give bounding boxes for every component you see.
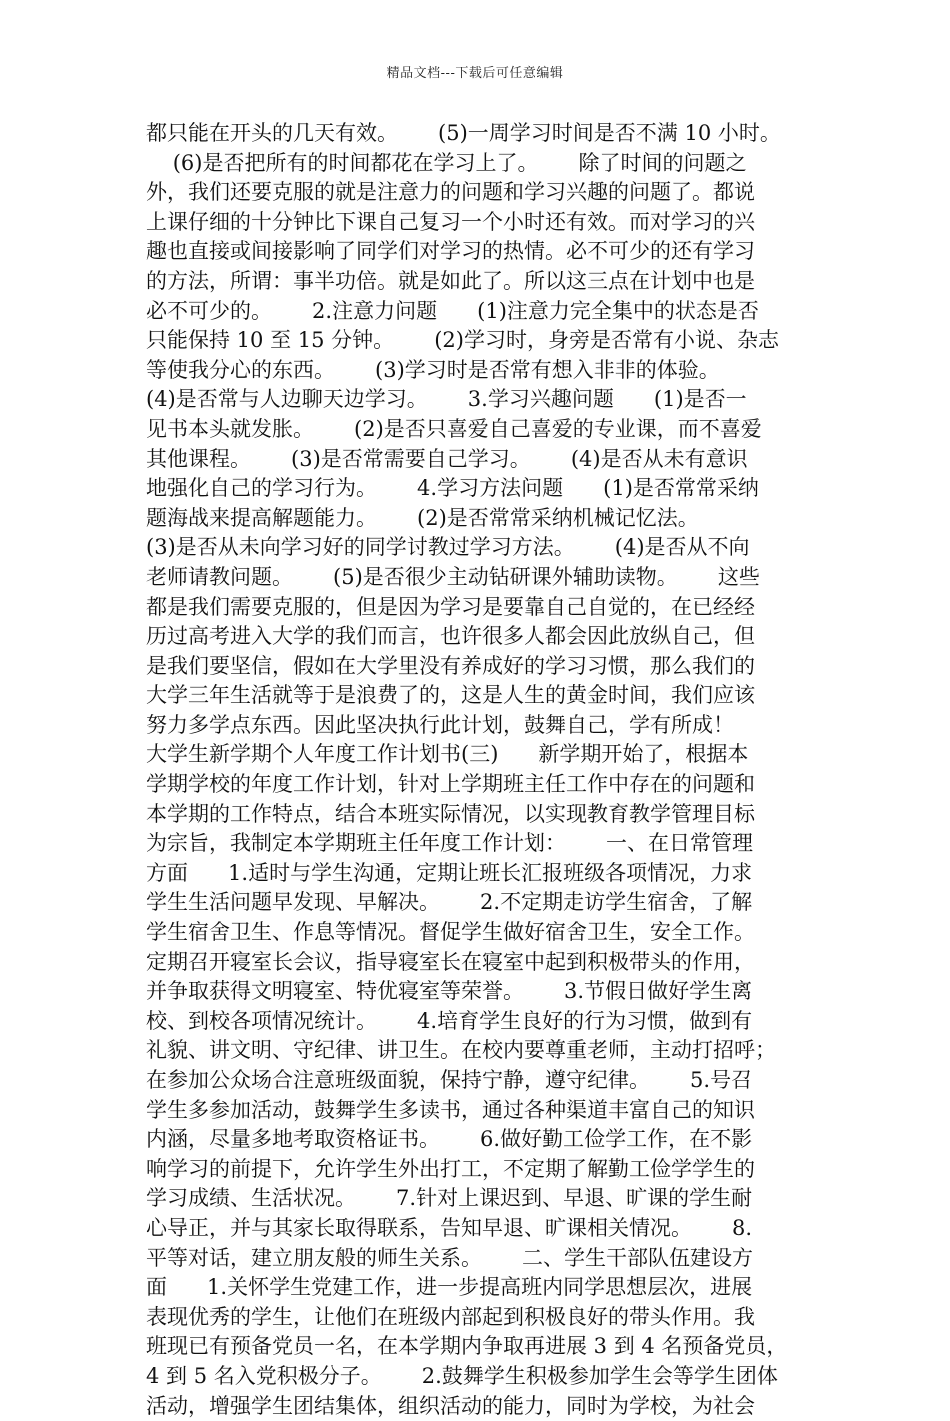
- text-line: 班现已有预备党员一名，在本学期内争取再进展 3 到 4 名预备党员，: [146, 1334, 788, 1359]
- text-line: 学习成绩、生活状况。 7.针对上课迟到、早退、旷课的学生耐: [146, 1186, 753, 1211]
- text-line: 平等对话，建立朋友般的师生关系。 二、学生干部队伍建设方: [146, 1245, 754, 1270]
- text-line: 老师请教问题。 (5)是否很少主动钻研课外辅助读物。 这些: [146, 564, 760, 589]
- text-line: 等使我分心的东西。 (3)学习时是否常有想入非非的体验。: [146, 357, 720, 382]
- text-line: 外，我们还要克服的就是注意力的问题和学习兴趣的问题了。都说: [146, 180, 755, 205]
- text-line: 其他课程。 (3)是否常需要自己学习。 (4)是否从未有意识: [146, 446, 748, 471]
- text-line: 只能保持 10 至 15 分钟。 (2)学习时，身旁是否常有小说、杂志: [146, 328, 779, 353]
- text-line: 并争取获得文明寝室、特优寝室等荣誉。 3.节假日做好学生离: [146, 979, 753, 1004]
- text-line: 必不可少的。 2.注意力问题 (1)注意力完全集中的状态是否: [146, 298, 759, 323]
- text-line: 地强化自己的学习行为。 4.学习方法问题 (1)是否常常采纳: [146, 476, 759, 501]
- text-line: 定期召开寝室长会议，指导寝室长在寝室中起到积极带头的作用，: [146, 949, 755, 974]
- text-line: 题海战来提高解题能力。 (2)是否常常采纳机械记忆法。: [146, 505, 699, 530]
- text-line: 见书本头就发胀。 (2)是否只喜爱自己喜爱的专业课，而不喜爱: [146, 416, 762, 441]
- text-line: 趣也直接或间接影响了同学们对学习的热情。必不可少的还有学习: [146, 239, 755, 264]
- text-line: 学生生活问题早发现、早解决。 2.不定期走访学生宿舍，了解: [146, 890, 753, 915]
- text-line: 4 到 5 名入党积极分子。 2.鼓舞学生积极参加学生会等学生团体: [146, 1363, 778, 1388]
- text-line: 是我们要坚信，假如在大学里没有养成好的学习习惯，那么我们的: [146, 653, 755, 678]
- text-line: 活动，增强学生团结集体，组织活动的能力，同时为学校，为社会: [146, 1393, 755, 1418]
- text-line: 校、到校各项情况统计。 4.培育学生良好的行为习惯，做到有: [146, 1008, 753, 1033]
- text-line: 学生多参加活动，鼓舞学生多读书，通过各种渠道丰富自己的知识: [146, 1097, 755, 1122]
- text-line: 上课仔细的十分钟比下课自己复习一个小时还有效。而对学习的兴: [146, 209, 755, 234]
- text-line: 方面 1.适时与学生沟通，定期让班长汇报班级各项情况，力求: [146, 860, 753, 885]
- text-line: 努力多学点东西。因此坚决执行此计划，鼓舞自己，学有所成！: [146, 712, 734, 737]
- text-line: 礼貌、讲文明、守纪律、讲卫生。在校内要尊重老师，主动打招呼；: [146, 1038, 776, 1063]
- document-body: [146, 119, 810, 1421]
- text-line: 大学生新学期个人年度工作计划书(三) 新学期开始了，根据本: [146, 742, 749, 767]
- text-line: 响学习的前提下，允许学生外出打工，不定期了解勤工俭学学生的: [146, 1156, 755, 1181]
- text-line: 的方法，所谓：事半功倍。就是如此了。所以这三点在计划中也是: [146, 268, 755, 293]
- text-line: 在参加公众场合注意班级面貌，保持宁静，遵守纪律。 5.号召: [146, 1068, 753, 1092]
- text-line: (4)是否常与人边聊天边学习。 3.学习兴趣问题 (1)是否一: [146, 387, 747, 412]
- text-line: 历过高考进入大学的我们而言，也许很多人都会因此放纵自己，但: [146, 624, 755, 649]
- text-line: 表现优秀的学生，让他们在班级内部起到积极良好的带头作用。我: [146, 1304, 755, 1329]
- text-line: 都只能在开头的几天有效。 (5)一周学习时间是否不满 10 小时。: [146, 121, 781, 145]
- text-line: (3)是否从未向学习好的同学讨教过学习方法。 (4)是否从不向: [146, 535, 750, 560]
- text-line: 心导正，并与其家长取得联系，告知早退、旷课相关情况。 8.: [146, 1215, 753, 1240]
- text-line: 内涵，尽量多地考取资格证书。 6.做好勤工俭学工作，在不影: [146, 1127, 753, 1152]
- text-line: 学生宿舍卫生、作息等情况。督促学生做好宿舍卫生，安全工作。: [146, 920, 755, 945]
- text-line: 大学三年生活就等于是浪费了的，这是人生的黄金时间，我们应该: [146, 683, 755, 708]
- text-line: 为宗旨，我制定本学期班主任年度工作计划： 一、在日常管理: [146, 831, 754, 856]
- text-line: (6)是否把所有的时间都花在学习上了。 除了时间的问题之: [146, 150, 747, 175]
- text-line: 学期学校的年度工作计划，针对上学期班主任工作中存在的问题和: [146, 772, 755, 797]
- text-line: 都是我们需要克服的，但是因为学习是要靠自己自觉的，在已经经: [146, 594, 755, 619]
- page-header: 精品文档---下载后可任意编辑: [386, 66, 564, 81]
- text-line: 面 1.关怀学生党建工作，进一步提高班内同学思想层次，进展: [146, 1275, 753, 1300]
- text-line: 本学期的工作特点，结合本班实际情况，以实现教育教学管理目标: [146, 801, 755, 826]
